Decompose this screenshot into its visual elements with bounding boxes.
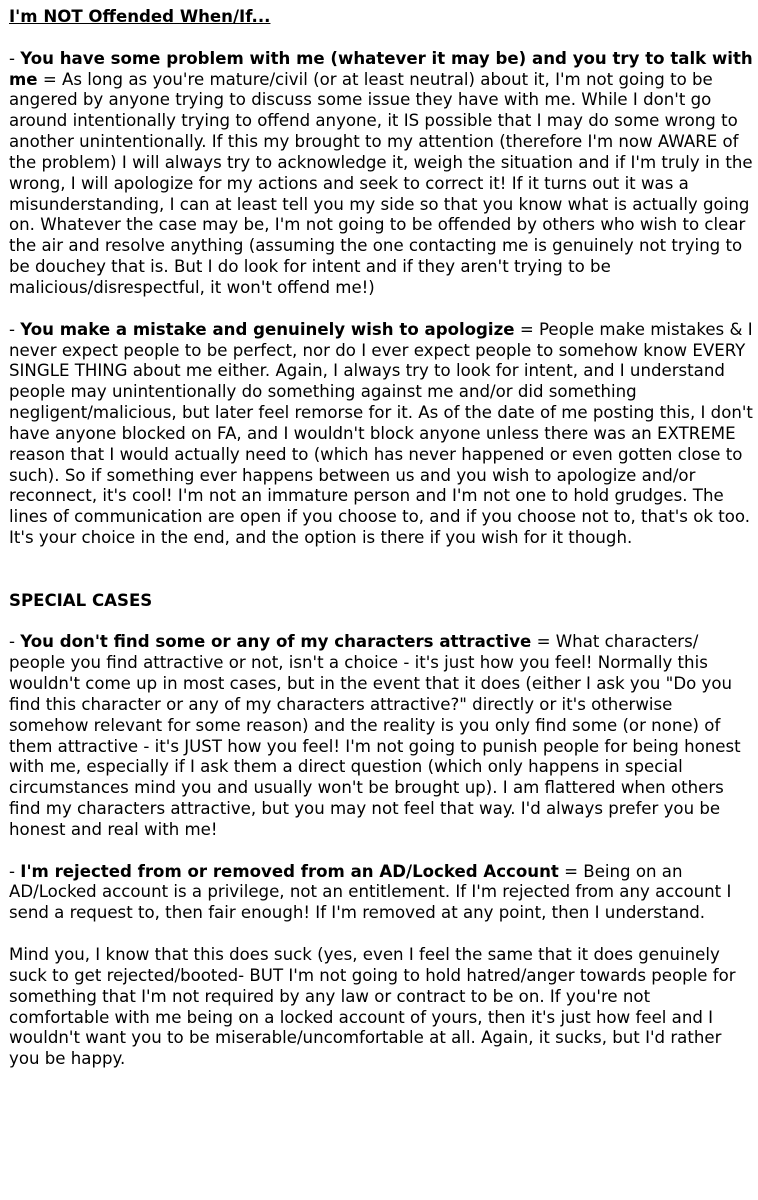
section-lead: You don't find some or any of my characters attractive: [20, 632, 532, 652]
document: [9, 7, 753, 1091]
closing-paragraph: Mind you, I know that this does suck (yes, even I feel the same that it does genuinely suck to get rejected/booted- BUT I'm not going to hold hatred/anger towards people for something that I'm not required by any law or contract to be on. If you're not comfortable with me being on a locked account of yours, then it's just how feel and I wouldn't want you to be miserable/uncomfortable at all. Again, it sucks, but I'd rather you be happy.: [9, 944, 736, 1069]
bullet-dash: -: [9, 861, 21, 881]
section-body: = As long as you're mature/civil (or at least neutral) about it, I'm not going to be angered by anyone trying to discuss some issue they have with me. While I don't go around intentionally trying to offend anyone, it IS possible that I may do some wrong to another unintentionally. If this my brought to my attention (therefore I'm now AWARE of the problem) I will always try to acknowledge it, weigh the situation and if I'm truly in the wrong, I will apologize for my actions and seek to correct it! If it turns out it was a misunderstanding, I can at least tell you my side so that you know what is actually going on. Whatever the case may be, I'm not going to be offended by others who wish to clear the air and resolve anything (assuming the one contacting me is genuinely not trying to be douchey that is. But I do look for intent and if they aren't trying to be malicious/disrespectful, it won't offend me!): [9, 69, 753, 297]
section-lead: You make a mistake and genuinely wish to apologize: [20, 319, 515, 339]
page-title: I'm NOT Offended When/If...: [9, 7, 271, 26]
bullet-dash: -: [9, 48, 21, 68]
bullet-dash: -: [9, 319, 21, 339]
spacer: [9, 570, 753, 591]
section-locked-account: [9, 862, 753, 925]
section-body: = People make mistakes & I never expect people to be perfect, nor do I ever expect people to somehow know EVERY SINGLE THING about me either. Again, I always try to look for intent, and I understand people may unintentionally do something against me and/or did something negligent/malicious, but later feel remorse for it. As of the date of me posting this, I don't have anyone blocked on FA, and I wouldn't block anyone unless there was an EXTREME reason that I would actually need to (which has never happened or even gotten close to such). So if something ever happens between us and you wish to apologize and/or reconnect, it's cool! I'm not an immature person and I'm not one to hold grudges. The lines of communication are open if you choose to, and if you choose not to, that's ok too. It's your choice in the end, and the option is there if you wish for it though.: [9, 319, 753, 548]
section-attractive: [9, 632, 753, 840]
section-apologize: [9, 320, 753, 549]
bullet-dash: -: [9, 632, 21, 652]
special-cases-heading-line: [9, 591, 753, 612]
section-body: = Being on an AD/Locked account is a privilege, not an entitlement. If I'm rejected from any account I send a request to, then fair enough! If I'm removed at any point, then I understand.: [9, 861, 732, 923]
section-lead: You have some problem with me (whatever it may be) and you try to talk with me: [9, 48, 753, 89]
section-mature-discussion: [9, 49, 753, 299]
section-lead: I'm rejected from or removed from an AD/Locked Account: [20, 861, 559, 881]
page-title-line: [9, 7, 753, 28]
special-cases-heading: SPECIAL CASES: [9, 590, 153, 610]
section-body: = What characters/ people you find attractive or not, isn't a choice - it's just how you feel! Normally this wouldn't come up in most cases, but in the event that it does (either I ask you "Do you find this character or any of my characters attractive?" directly or it's otherwise somehow relevant for some reason) and the reality is you only find some (or none) of them attractive - it's JUST how you feel! I'm not going to punish people for being honest with me, especially if I ask them a direct question (which only happens in special circumstances mind you and usually won't be brought up). I am flattered when others find my characters attractive, but you may not feel that way. I'd always prefer you be honest and real with me!: [9, 632, 741, 839]
